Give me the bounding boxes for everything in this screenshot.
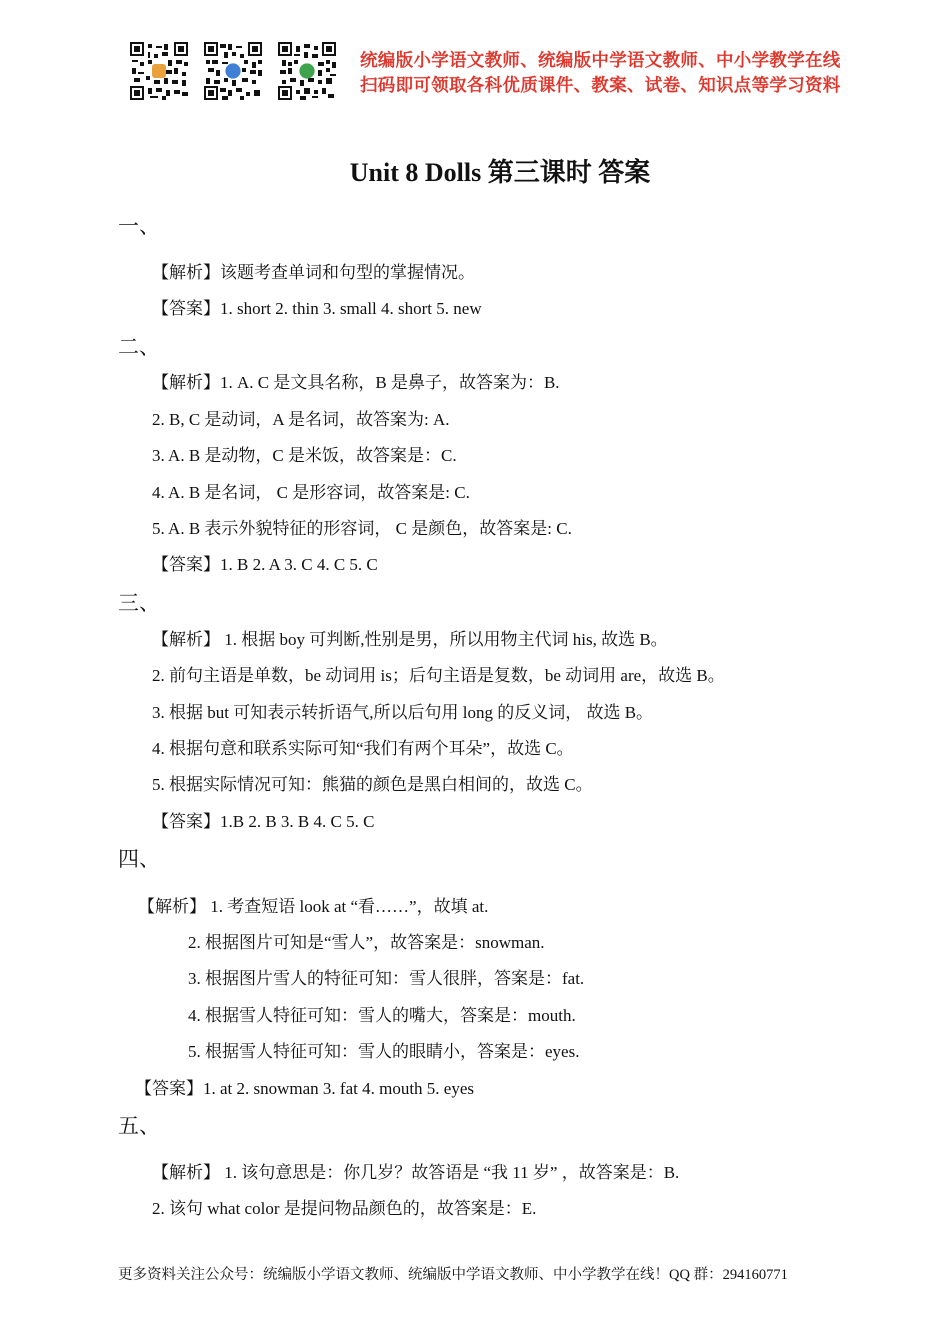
- qr-code-3[interactable]: [278, 42, 336, 100]
- page-footer: 更多资料关注公众号：统编版小学语文教师、统编版中学语文教师、中小学教学在线！QQ 群：294160771: [118, 1267, 788, 1283]
- banner-line-2: 扫码即可领取各科优质课件、教案、试卷、知识点等学习资料: [360, 75, 841, 95]
- analysis-line: 5. 根据雪人特征可知：雪人的眼睛小，答案是：eyes.: [188, 1042, 580, 1061]
- answer-line: 【答案】1. B 2. A 3. C 4. C 5. C: [152, 555, 378, 574]
- analysis-line: 5. A. B 表示外貌特征的形容词， C 是颜色，故答案是: C.: [152, 519, 572, 538]
- analysis-line: 【解析】该题考查单词和句型的掌握情况。: [152, 263, 475, 282]
- analysis-line: 【解析】 1. 该句意思是：你几岁？故答语是 “我 11 岁” ，故答案是：B.: [152, 1163, 680, 1182]
- analysis-line: 2. 根据图片可知是“雪人”，故答案是：snowman.: [188, 933, 545, 952]
- answer-line: 【答案】1. short 2. thin 3. small 4. short 5. new: [152, 299, 482, 318]
- page-title: Unit 8 Dolls 第三课时 答案: [349, 158, 651, 187]
- analysis-line: 4. 根据雪人特征可知：雪人的嘴大，答案是：mouth.: [188, 1006, 576, 1025]
- analysis-line: 2. 该句 what color 是提问物品颜色的，故答案是：E.: [152, 1199, 537, 1218]
- analysis-line: 3. 根据图片雪人的特征可知：雪人很胖，答案是：fat.: [188, 969, 585, 988]
- analysis-line: 4. A. B 是名词， C 是形容词，故答案是: C.: [152, 483, 470, 502]
- analysis-line: 4. 根据句意和联系实际可知“我们有两个耳朵”，故选 C。: [152, 739, 574, 758]
- analysis-line: 5. 根据实际情况可知：熊猫的颜色是黑白相间的，故选 C。: [152, 775, 593, 794]
- section-heading-5: 五、: [118, 1114, 160, 1138]
- analysis-line: 3. A. B 是动物，C 是米饭，故答案是：C.: [152, 446, 457, 465]
- analysis-line: 【解析】 1. 根据 boy 可判断,性别是男，所以用物主代词 his, 故选 B。: [152, 630, 668, 649]
- analysis-line: 2. B, C 是动词，A 是名词，故答案为: A.: [152, 410, 450, 429]
- analysis-line: 【解析】 1. 考查短语 look at “看……”，故填 at.: [138, 897, 489, 916]
- section-heading-4: 四、: [118, 847, 160, 871]
- qr-code-group: [130, 42, 336, 100]
- answer-line: 【答案】1. at 2. snowman 3. fat 4. mouth 5. eyes: [135, 1079, 475, 1098]
- analysis-line: 2. 前句主语是单数，be 动词用 is；后句主语是复数，be 动词用 are，故选 B。: [152, 666, 725, 685]
- section-heading-1: 一、: [118, 214, 160, 238]
- answer-line: 【答案】1.B 2. B 3. B 4. C 5. C: [152, 812, 375, 831]
- section-heading-2: 二、: [118, 335, 160, 359]
- analysis-line: 3. 根据 but 可知表示转折语气,所以后句用 long 的反义词， 故选 B。: [152, 703, 654, 722]
- analysis-line: 【解析】1. A. C 是文具名称，B 是鼻子，故答案为：B.: [152, 373, 560, 392]
- section-heading-3: 三、: [118, 591, 160, 615]
- qr-code-2[interactable]: [204, 42, 262, 100]
- promo-banner: [360, 48, 841, 98]
- banner-line-1: 统编版小学语文教师、统编版中学语文教师、中小学教学在线: [360, 50, 841, 70]
- qr-code-1[interactable]: [130, 42, 188, 100]
